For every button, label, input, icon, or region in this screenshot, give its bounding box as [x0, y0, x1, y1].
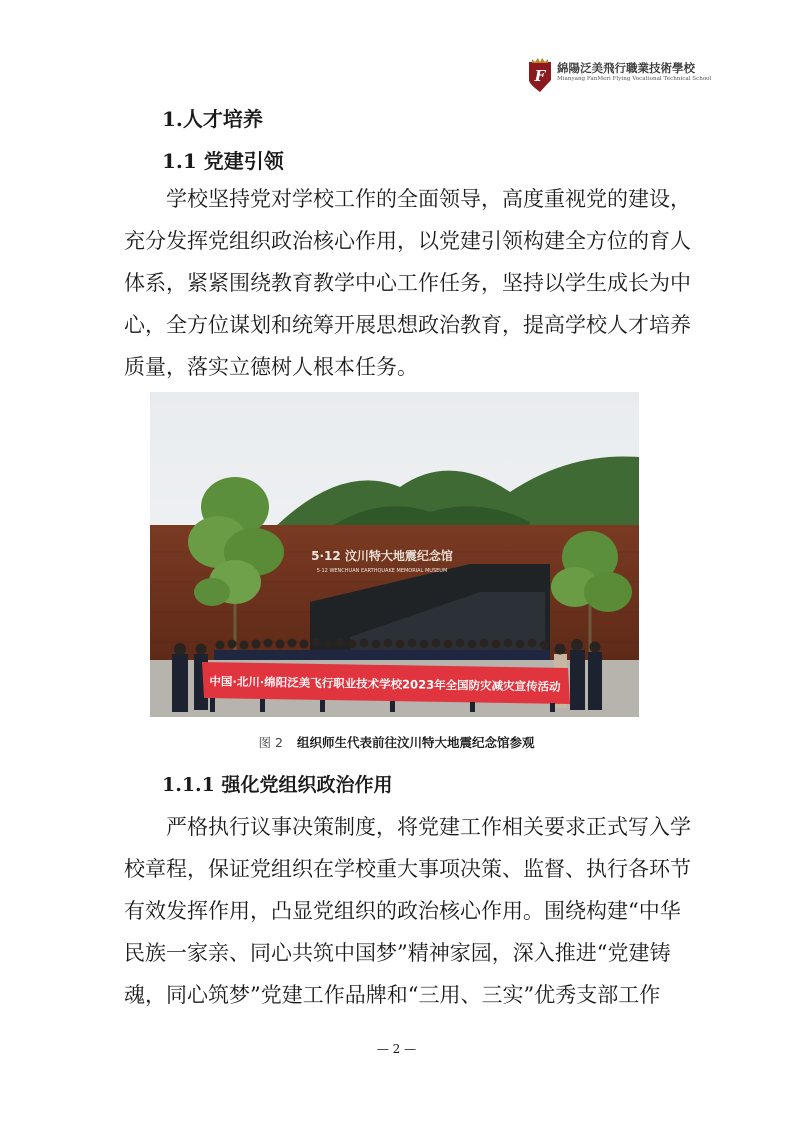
paragraph-line: 充分发挥党组织政治核心作用，以党建引领构建全方位的育人	[124, 229, 691, 253]
paragraph-party-leadership	[124, 178, 699, 388]
memorial-group-photo	[150, 392, 639, 717]
photo-illustration	[150, 392, 639, 717]
paragraph-line: 学校坚持党对学校工作的全面领导，高度重视党的建设，	[166, 187, 691, 211]
figure-caption-text: 组织师生代表前往汶川特大地震纪念馆参观	[296, 735, 535, 750]
logo-letter: F	[534, 67, 546, 85]
page-number: — 2 —	[376, 1042, 417, 1056]
school-crest-icon	[527, 58, 553, 92]
section-heading-1-1: 1.1 党建引领	[162, 149, 284, 173]
paragraph-line: 魂，同心筑梦”党建工作品牌和“三用、三实”优秀支部工作	[124, 983, 661, 1007]
figure-number: 图 2	[258, 735, 283, 750]
paragraph-line: 校章程，保证党组织在学校重大事项决策、监督、执行各环节	[124, 857, 691, 881]
school-name-en: Mianyang FanMeri Flying Vocational Technical School	[557, 76, 712, 82]
paragraph-line: 有效发挥作用，凸显党组织的政治核心作用。围绕构建“中华	[124, 899, 681, 923]
section-heading-1-1-1: 1.1.1 强化党组织政治作用	[162, 774, 393, 796]
paragraph-line: 民族一家亲、同心共筑中国梦”精神家园，深入推进“党建铸	[124, 941, 671, 965]
building-sign-en: 5·12 WENCHUAN EARTHQUAKE MEMORIAL MUSEUM	[316, 568, 448, 574]
school-logo	[527, 58, 712, 96]
paragraph-line: 心，全方位谋划和统筹开展思想政治教育，提高学校人才培养	[124, 313, 691, 337]
section-heading-1: 1.人才培养	[162, 107, 263, 131]
figure-caption	[0, 733, 793, 751]
paragraph-line: 体系，紧紧围绕教育教学中心工作任务，坚持以学生成长为中	[124, 271, 691, 295]
paragraph-line: 严格执行议事决策制度，将党建工作相关要求正式写入学	[166, 815, 691, 839]
paragraph-party-role	[124, 806, 699, 1016]
paragraph-line: 质量，落实立德树人根本任务。	[124, 355, 418, 379]
building-sign-cn: 5·12 汶川特大地震纪念馆	[311, 549, 453, 563]
school-name-cn: 綿陽泛美飛行職業技術學校	[557, 61, 695, 75]
banner-text: 中国·北川·绵阳泛美飞行职业技术学校2023年全国防灾减灾宣传活动	[209, 674, 561, 694]
